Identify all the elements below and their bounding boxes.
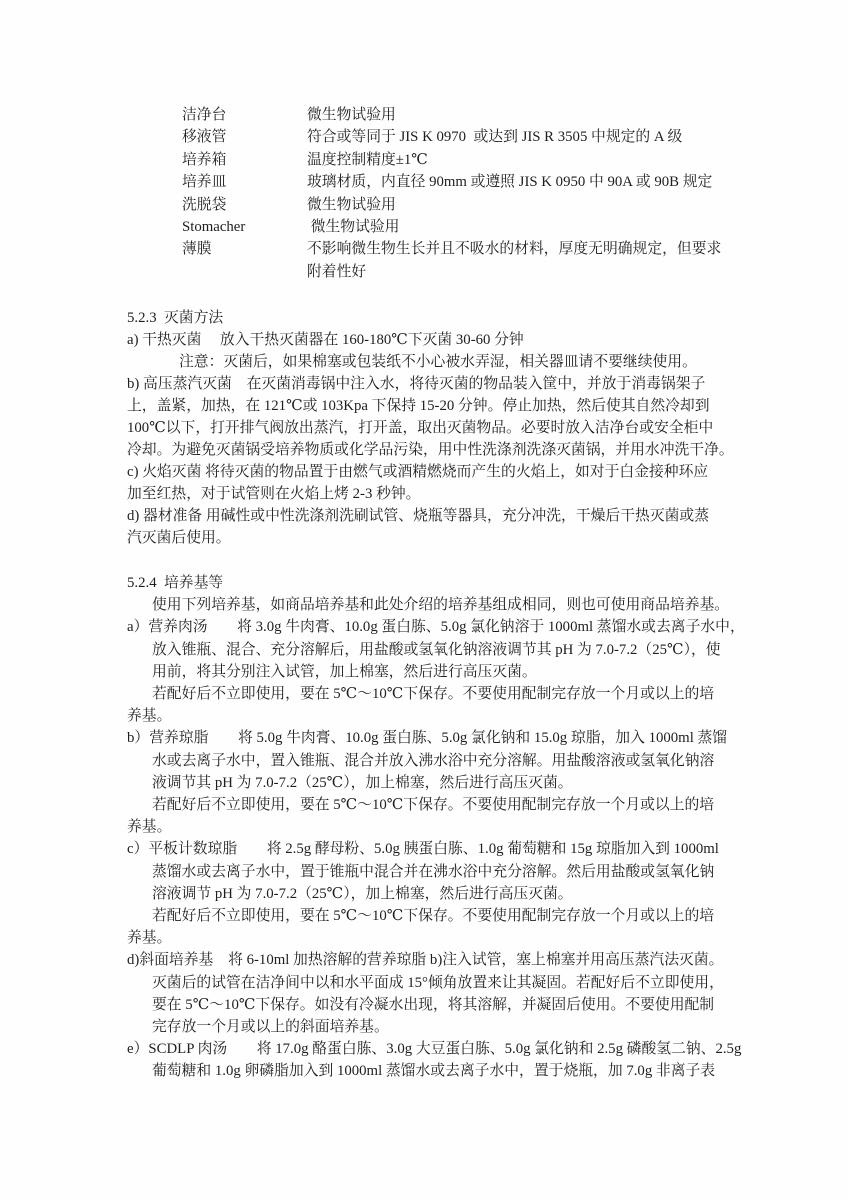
equipment-row	[182, 126, 721, 148]
text-line: 养基。	[127, 708, 172, 725]
text-line: 上，盖紧，加热，在 121℃或 103Kpa 下保持 15-20 分钟。停止加热，然后使其自然冷却到	[127, 398, 710, 414]
text-line: a）营养肉汤 将 3.0g 牛肉膏、10.0g 蛋白胨、5.0g 氯化钠溶于 1000ml 蒸馏水或去离子水中，	[127, 619, 745, 636]
equipment-row	[182, 238, 721, 260]
equipment-desc: 符合或等同于 JIS K 0970 或达到 JIS R 3505 中规定的 A 级	[307, 129, 683, 146]
equipment-row	[182, 171, 721, 193]
text-line: 放入锥瓶、混合、充分溶解后，用盐酸或氢氧化钠溶液调节其 pH 为 7.0-7.2（25℃），使	[152, 641, 721, 658]
equipment-row	[182, 216, 721, 238]
text-line: 若配好后不立即使用，要在 5℃～10℃下保存。不要使用配制完存放一个月或以上的培	[152, 908, 715, 925]
text-line: e）SCDLP 肉汤 将 17.0g 酪蛋白胨、3.0g 大豆蛋白胨、5.0g 氯化钠和 2.5g 磷酸氢二钠、2.5g	[127, 1041, 742, 1058]
text-line: a) 干热灭菌 放入干热灭菌器在 160-180℃下灭菌 30-60 分钟	[127, 332, 524, 348]
equipment-term: 培养箱	[182, 151, 227, 168]
text-line: 液调节其 pH 为 7.0-7.2（25℃），加上棉塞，然后进行高压灭菌。	[152, 774, 573, 791]
text-line: 要在 5℃～10℃下保存。如没有冷凝水出现，将其溶解，并凝固后使用。不要使用配制	[152, 996, 715, 1013]
text-line: 养基。	[127, 819, 172, 836]
equipment-row	[182, 194, 721, 216]
equipment-row	[182, 149, 721, 171]
text-line: b) 高压蒸汽灭菌 在灭菌消毒锅中注入水，将待灭菌的物品装入筐中，并放于消毒锅架子	[127, 376, 706, 392]
equipment-desc: 不影响微生物生长并且不吸水的材料，厚度无明确规定，但要求	[307, 241, 722, 258]
text-line: c）平板计数琼脂 将 2.5g 酵母粉、5.0g 胰蛋白胨、1.0g 葡萄糖和 15g 琼脂加入到 1000ml	[127, 841, 719, 858]
equipment-term	[182, 261, 307, 283]
text-line: c) 火焰灭菌 将待灭菌的物品置于由燃气或酒精燃烧而产生的火焰上，如对于白金接种环应	[127, 464, 709, 480]
text-line: 养基。	[127, 930, 172, 947]
text-line: 使用下列培养基，如商品培养基和此处介绍的培养基组成相同，则也可使用商品培养基。	[152, 597, 730, 614]
equipment-term: 薄膜	[182, 241, 212, 258]
text-line: 溶液调节 pH 为 7.0-7.2（25℃），加上棉塞，然后进行高压灭菌。	[152, 885, 573, 902]
text-line: 蒸馏水或去离子水中，置于锥瓶中混合并在沸水浴中充分溶解。然后用盐酸或氢氧化钠	[152, 863, 715, 880]
section-5-2-3	[127, 307, 734, 549]
equipment-desc: 微生物试验用	[307, 219, 400, 236]
text-line: 用前，将其分别注入试管，加上棉塞，然后进行高压灭菌。	[152, 663, 537, 680]
text-line: 100℃以下，打开排气阀放出蒸汽，打开盖，取出灭菌物品。必要时放入洁净台或安全柜中	[127, 420, 714, 436]
equipment-desc: 温度控制精度±1℃	[307, 151, 428, 168]
equipment-term: Stomacher	[182, 219, 246, 236]
text-line: 葡萄糖和 1.0g 卵磷脂加入到 1000ml 蒸馏水或去离子水中，置于烧瓶，加 7.0g 非离子表	[152, 1063, 716, 1080]
equipment-desc: 玻璃材质，内直径 90mm 或遵照 JIS K 0950 中 90A 或 90B 规定	[307, 174, 713, 191]
equipment-desc: 附着性好	[307, 263, 367, 280]
text-line: 完存放一个月或以上的斜面培养基。	[152, 1019, 389, 1036]
equipment-term: 洁净台	[182, 107, 227, 123]
text-line: 若配好后不立即使用，要在 5℃～10℃下保存。不要使用配制完存放一个月或以上的培	[152, 797, 715, 814]
text-line: 注意：灭菌后，如果棉塞或包装纸不小心被水弄湿，相关器皿请不要继续使用。	[179, 354, 697, 370]
text-line: b）营养琼脂 将 5.0g 牛肉膏、10.0g 蛋白胨、5.0g 氯化钠和 15.0g 琼脂，加入 1000ml 蒸馏	[127, 730, 728, 747]
equipment-desc: 微生物试验用	[307, 107, 396, 123]
section-heading: 5.2.4 培养基等	[127, 575, 224, 591]
equipment-row	[182, 104, 721, 126]
equipment-row	[182, 261, 721, 283]
text-line: d)斜面培养基 将 6-10ml 加热溶解的营养琼脂 b)注入试管，塞上棉塞并用高压蒸汽法灭菌。	[127, 952, 724, 969]
text-line: 若配好后不立即使用，要在 5℃～10℃下保存。不要使用配制完存放一个月或以上的培	[152, 686, 715, 703]
text-line: 冷却。为避免灭菌锅受培养物质或化学品污染，用中性洗涤剂洗涤灭菌锅，并用水冲洗干净。	[127, 442, 734, 458]
section-heading: 5.2.3 灭菌方法	[127, 310, 224, 326]
text-line: d) 器材准备 用碱性或中性洗涤剂洗刷试管、烧瓶等器具，充分冲洗，干燥后干热灭菌或蒸	[127, 508, 710, 524]
text-line: 灭菌后的试管在洁净间中以和水平面成 15°倾角放置来让其凝固。若配好后不立即使用，	[152, 974, 724, 991]
equipment-term: 洗脱袋	[182, 196, 227, 213]
equipment-table	[182, 104, 721, 283]
text-line: 汽灭菌后使用。	[127, 530, 231, 546]
equipment-term: 移液管	[182, 129, 227, 146]
text-line: 加至红热，对于试管则在火焰上烤 2-3 秒钟。	[127, 486, 421, 502]
equipment-term: 培养皿	[182, 174, 227, 191]
section-5-2-4	[127, 572, 745, 1083]
text-line: 水或去离子水中，置入锥瓶、混合并放入沸水浴中充分溶解。用盐酸溶液或氢氧化钠溶	[152, 752, 715, 769]
equipment-desc: 微生物试验用	[307, 196, 396, 213]
